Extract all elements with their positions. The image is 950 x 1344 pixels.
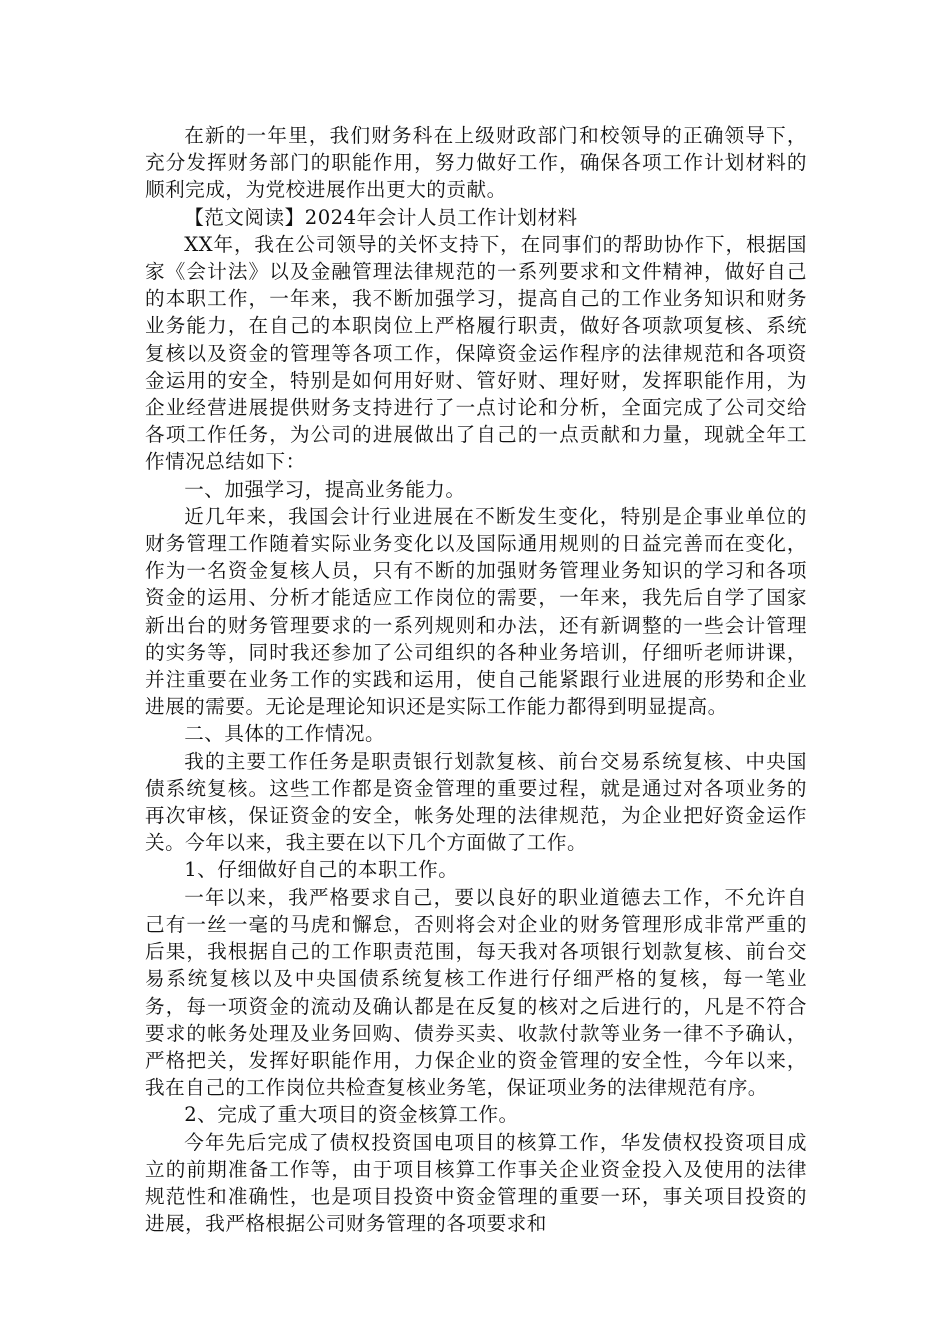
paragraph-work: 我的主要工作任务是职责银行划款复核、前台交易系统复核、中央国债系统复核。这些工作都是资金管理的重要过程，就是通过对各项业务的再次审核，保证资金的安全，帐务处理的法律规范，为企业把好资金运作关。今年以来，我主要在以下几个方面做了工作。 [145, 749, 807, 855]
heading-duty: 1、仔细做好自己的本职工作。 [184, 858, 459, 882]
heading-study: 一、加强学习，提高业务能力。 [184, 477, 466, 501]
document-page [145, 122, 807, 1237]
heading-project: 2、完成了重大项目的资金核算工作。 [184, 1103, 519, 1127]
paragraph-project: 今年先后完成了债权投资国电项目的核算工作，华发债权投资项目成立的前期准备工作等，由于项目核算工作事关企业资金投入及使用的法律规范性和准确性，也是项目投资中资金管理的重要一环，事关项目投资的进展，我严格根据公司财务管理的各项要求和 [145, 1130, 807, 1236]
heading-work: 二、具体的工作情况。 [184, 722, 386, 746]
section-title: 【范文阅读】2024年会计人员工作计划材料 [184, 205, 578, 229]
paragraph-summary: XX年，我在公司领导的关怀支持下，在同事们的帮助协作下，根据国家《会计法》以及金融管理法律规范的一系列要求和文件精神，做好自己的本职工作，一年来，我不断加强学习，提高自己的工作业务知识和财务业务能力，在自己的本职岗位上严格履行职责，做好各项款项复核、系统复核以及资金的管理等各项工作，保障资金运作程序的法律规范和各项资金运用的安全，特别是如何用好财、管好财、理好财，发挥职能作用，为企业经营进展提供财务支持进行了一点讨论和分析，全面完成了公司交给各项工作任务，为公司的进展做出了自己的一点贡献和力量，现就全年工作情况总结如下： [145, 232, 807, 474]
paragraph-intro: 在新的一年里，我们财务科在上级财政部门和校领导的正确领导下，充分发挥财务部门的职能作用，努力做好工作，确保各项工作计划材料的顺利完成，为党校进展作出更大的贡献。 [145, 124, 807, 202]
paragraph-duty: 一年以来，我严格要求自己，要以良好的职业道德去工作，不允许自己有一丝一毫的马虎和懈怠，否则将会对企业的财务管理形成非常严重的后果，我根据自己的工作职责范围，每天我对各项银行划款复核、前台交易系统复核以及中央国债系统复核工作进行仔细严格的复核，每一笔业务，每一项资金的流动及确认都是在反复的核对之后进行的，凡是不符合要求的帐务处理及业务回购、债券买卖、收款付款等业务一律不予确认，严格把关，发挥好职能作用，力保企业的资金管理的安全性，今年以来，我在自己的工作岗位共检查复核业务笔，保证项业务的法律规范有序。 [145, 885, 807, 1100]
paragraph-study: 近几年来，我国会计行业进展在不断发生变化，特别是企事业单位的财务管理工作随着实际业务变化以及国际通用规则的日益完善而在变化，作为一名资金复核人员，只有不断的加强财务管理业务知识的学习和各项资金的运用、分析才能适应工作岗位的需要，一年来，我先后自学了国家新出台的财务管理要求的一系列规则和办法，还有新调整的一些会计管理的实务等，同时我还参加了公司组织的各种业务培训，仔细听老师讲课，并注重要在业务工作的实践和运用，使自己能紧跟行业进展的形势和企业进展的需要。无论是理论知识还是实际工作能力都得到明显提高。 [145, 504, 807, 719]
